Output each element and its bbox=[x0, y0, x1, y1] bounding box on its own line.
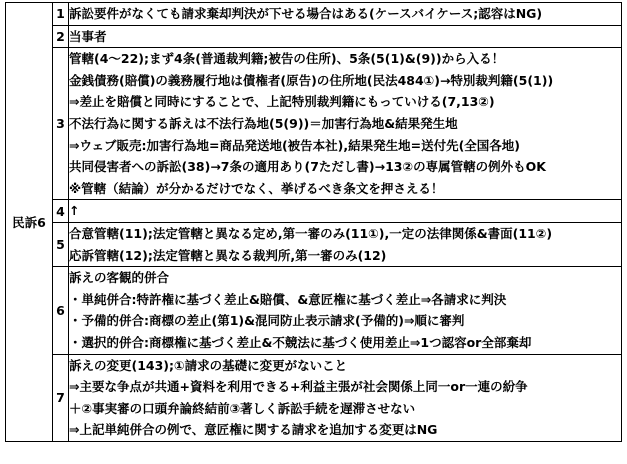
table-row bbox=[6, 222, 622, 266]
content-line: ＋②事実審の口頭弁論終結前③著しく訴訟手続を遅滞させない bbox=[69, 400, 416, 416]
table-row bbox=[6, 25, 622, 48]
content-line: ・予備的併合:商標の差止(第1)&混同防止表示請求(予備的)⇒順に審判 bbox=[69, 313, 465, 329]
table-row bbox=[6, 48, 622, 200]
content-line: 不法行為に関する訴えは不法行為地(5(9))＝加害行為地&結果発生地 bbox=[69, 115, 458, 131]
row-number-cell[interactable]: 1 bbox=[53, 3, 69, 26]
table-row bbox=[6, 267, 622, 354]
table-row bbox=[6, 354, 622, 441]
content-line: 訴えの客観的併合 bbox=[69, 270, 170, 286]
row-number-cell[interactable]: 7 bbox=[53, 354, 69, 441]
row-number-cell[interactable]: 4 bbox=[53, 200, 69, 223]
content-line: 当事者 bbox=[69, 28, 107, 44]
content-cell[interactable] bbox=[69, 3, 622, 26]
content-line: ⇒ウェブ販売:加害行為地=商品発送地(被告本社),結果発生地=送付先(全国各地) bbox=[69, 137, 521, 153]
content-line: 管轄(4〜22);まず4条(普通裁判籍;被告の住所)、5条(5(1)&(9))から入る！ bbox=[69, 51, 505, 67]
content-cell[interactable] bbox=[69, 354, 622, 441]
content-line: ⇒上記単純併合の例で、意匠権に関する請求を追加する変更はNG bbox=[69, 422, 438, 438]
table-row bbox=[6, 3, 622, 26]
content-line: 共同侵害者への訴訟(38)→7条の適用あり(7ただし書)→13②の専属管轄の例外もOK bbox=[69, 159, 546, 175]
content-cell[interactable] bbox=[69, 200, 622, 223]
notes-table-body bbox=[6, 3, 622, 442]
row-number-cell[interactable]: 5 bbox=[53, 222, 69, 266]
content-cell[interactable] bbox=[69, 48, 622, 200]
content-line: 訴えの変更(143);①請求の基礎に変更がないこと bbox=[69, 357, 348, 373]
content-cell[interactable] bbox=[69, 267, 622, 354]
row-number-cell[interactable]: 3 bbox=[53, 48, 69, 200]
content-line: ↑ bbox=[69, 203, 80, 219]
content-cell[interactable] bbox=[69, 222, 622, 266]
content-line: ⇒主要な争点が共通+資料を利用できる+利益主張が社会関係上同一or一連の紛争 bbox=[69, 379, 528, 395]
content-line: 応訴管轄(12);法定管轄と異なる裁判所,第一審のみ(12) bbox=[69, 247, 387, 263]
content-line: 合意管轄(11);法定管轄と異なる定め,第一審のみ(11①),一定の法律関係&書面(11②) bbox=[69, 225, 553, 241]
content-line: 金銭債務(賠償)の義務履行地は債権者(原告)の住所地(民法484①)→特別裁判籍(5(1)) bbox=[69, 72, 554, 88]
table-row bbox=[6, 200, 622, 223]
category-cell[interactable]: 民訴6 bbox=[6, 3, 53, 442]
content-line: 訴訟要件がなくても請求棄却判決が下せる場合はある(ケースバイケース;認容はNG) bbox=[69, 6, 543, 21]
row-number-cell[interactable]: 6 bbox=[53, 267, 69, 354]
content-line: ・選択的併合:商標権に基づく差止&不競法に基づく使用差止⇒1つ認容or全部棄却 bbox=[69, 334, 532, 350]
content-line: ⇒差止を賠償と同時にすることで、上記特別裁判籍にもっていける(7,13②) bbox=[69, 94, 495, 110]
content-cell[interactable] bbox=[69, 25, 622, 48]
content-line: ※管轄（結論）が分かるだけでなく、挙げるべき条文を押さえる！ bbox=[69, 180, 444, 196]
notes-table bbox=[5, 2, 622, 442]
content-line: ・単純併合:特許権に基づく差止&賠償、&意匠権に基づく差止⇒各請求に判決 bbox=[69, 291, 507, 307]
row-number-cell[interactable]: 2 bbox=[53, 25, 69, 48]
